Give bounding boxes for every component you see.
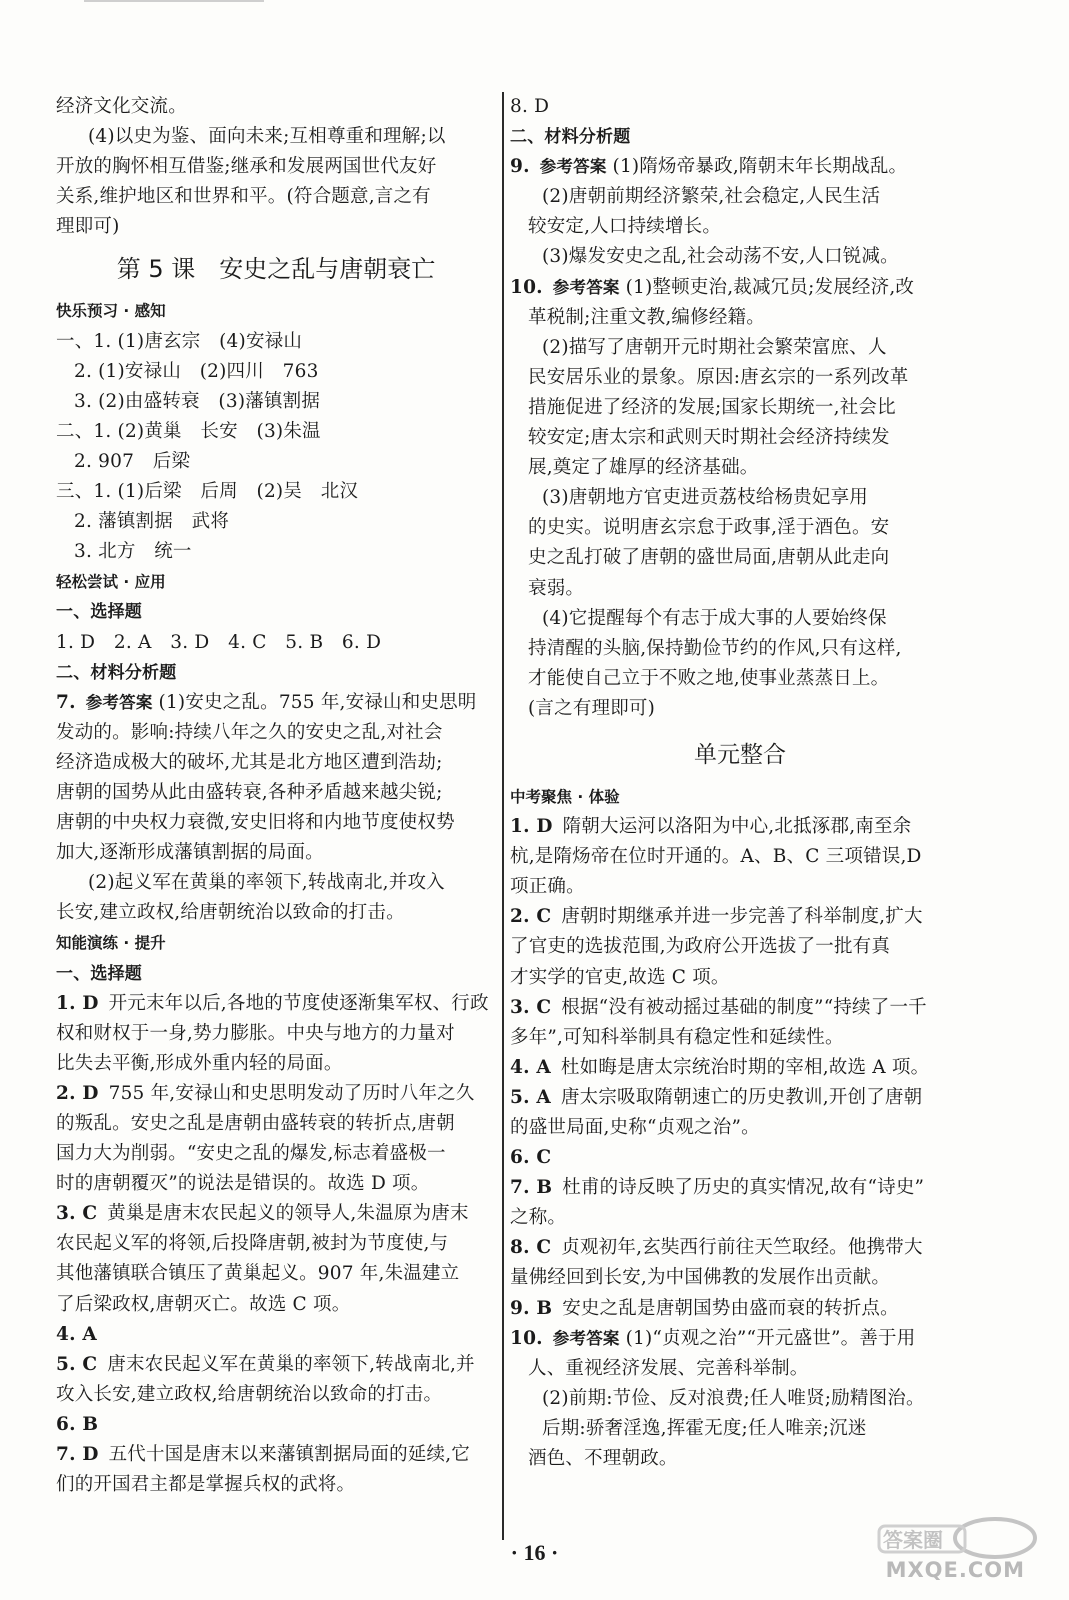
watermark-site-text: MXQE.COM: [885, 1558, 1025, 1582]
line-text: 隋朝大运河以洛阳为中心,北抵涿郡,南至余: [562, 816, 912, 838]
line-text: 民安居乐业的景象。原因:唐玄宗的一系列改革: [528, 366, 909, 388]
text-line: [56, 898, 496, 928]
line-text: 比失去平衡,形成外重内轻的局面。: [56, 1052, 343, 1074]
line-text: 开放的胸怀相互借鉴;继承和发展两国世代友好: [56, 156, 437, 178]
reference-answer-label: 参考答案: [552, 277, 620, 297]
line-text: 了后梁政权,唐朝灭亡。故选 C 项。: [56, 1293, 351, 1315]
line-text: 的史实。说明唐玄宗怠于政事,淫于酒色。安: [528, 517, 890, 539]
item-number: 5. C: [56, 1353, 98, 1375]
answer-item: [56, 688, 496, 718]
line-text: 的盛世局面,史称“贞观之治”。: [510, 1117, 760, 1138]
text-line: [510, 242, 970, 272]
item-number: 2. C: [510, 906, 552, 928]
text-line: [510, 453, 970, 483]
text-line: [56, 212, 496, 242]
answer-item: [510, 1233, 970, 1263]
line-text: 五代十国是唐末以来藩镇割据局面的延续,它: [108, 1444, 470, 1466]
line-text: 黄巢是唐末农民起义的领导人,朱温原为唐末: [107, 1203, 469, 1225]
line-text: 们的开国君主都是掌握兵权的武将。: [56, 1474, 356, 1496]
line-text: (言之有理即可): [528, 697, 656, 719]
text-line: [56, 1169, 496, 1199]
item-number: 9. B: [510, 1297, 553, 1319]
line-text: 1. D 2. A 3. D 4. C 5. B 6. D: [56, 631, 382, 653]
line-text: 贞观初年,玄奘西行前往天竺取经。他携带大: [561, 1237, 923, 1259]
answer-item: [510, 1083, 970, 1113]
text-line: [56, 387, 496, 417]
text-line: [510, 872, 970, 902]
text-line: [510, 932, 970, 962]
line-text: 唐朝时期继承并进一步完善了科举制度,扩大: [561, 906, 923, 928]
item-number: 6. B: [56, 1413, 99, 1435]
line-text: 一、选择题: [56, 602, 142, 623]
line-text: 的叛乱。安史之乱是唐朝由盛转衰的转折点,唐朝: [56, 1113, 455, 1134]
line-text: (2)前期:节俭、反对浪费;任人唯贤;励精图治。: [542, 1387, 925, 1409]
text-line: [510, 92, 970, 122]
text-line: [56, 477, 496, 507]
text-line: [56, 778, 496, 808]
text-line: [56, 447, 496, 477]
line-text: 根据“没有被动摇过基础的制度”“持续了一千: [561, 996, 927, 1018]
question-type-heading: [56, 959, 496, 989]
line-text: 中考聚焦 · 体验: [510, 787, 620, 806]
line-text: (2)描写了唐朝开元时期社会繁荣富庶、人: [542, 336, 887, 358]
text-line: [510, 483, 970, 513]
line-text: 杜甫的诗反映了历史的真实情况,故有“诗史”: [562, 1177, 925, 1199]
line-text: 多年”,可知科举制具有稳定性和延续性。: [510, 1026, 844, 1048]
reference-answer-label: 参考答案: [85, 692, 153, 712]
line-text: 措施促进了经济的发展;国家长期统一,社会比: [528, 396, 896, 418]
line-text: 一、1. (1)唐玄宗 (4)安禄山: [56, 330, 303, 352]
text-line: [510, 423, 970, 453]
line-text: 3. 北方 统一: [74, 541, 192, 563]
text-line: [56, 1229, 496, 1259]
line-text: 杜如晦是唐太宗统治时期的宰相,故选 A 项。: [560, 1056, 930, 1078]
line-text: 2. 907 后梁: [74, 450, 191, 472]
section-heading: [56, 928, 496, 958]
answer-item: [56, 1410, 496, 1440]
item-number: 7. B: [510, 1177, 553, 1199]
text-line: [510, 363, 970, 393]
answer-item: [510, 1294, 970, 1324]
section-heading: [56, 567, 496, 597]
right-column: [510, 92, 970, 1474]
text-line: [510, 664, 970, 694]
line-text: 快乐预习 · 感知: [56, 302, 166, 321]
line-text: (3)唐朝地方官吏进贡荔枝给杨贵妃享用: [542, 487, 869, 509]
answer-item: [510, 1173, 970, 1203]
line-text: (3)爆发安史之乱,社会动荡不安,人口锐减。: [542, 246, 899, 268]
answer-item: [510, 1053, 970, 1083]
text-line: [510, 1203, 970, 1233]
text-line: [56, 1019, 496, 1049]
section-title: 第 5 课 安史之乱与唐朝衰亡: [116, 255, 436, 284]
line-text: 三、1. (1)后梁 后周 (2)吴 北汉: [56, 481, 359, 503]
line-text: 攻入长安,建立政权,给唐朝统治以致命的打击。: [56, 1383, 443, 1405]
answer-item: [510, 902, 970, 932]
line-text: 经济造成极大的破坏,尤其是北方地区遭到浩劫;: [56, 751, 443, 773]
text-line: [56, 1139, 496, 1169]
text-line: [510, 1113, 970, 1143]
line-text: 知能演练 · 提升: [56, 934, 166, 953]
text-line: [56, 628, 496, 658]
line-text: 国力大为削弱。“安史之乱的爆发,标志着盛极一: [56, 1143, 446, 1165]
line-text: 才实学的官吏,故选 C 项。: [510, 966, 730, 988]
item-number: 7.: [56, 691, 76, 713]
line-text: (1)隋炀帝暴政,隋朝末年长期战乱。: [612, 156, 908, 178]
line-text: 3. (2)由盛转衰 (3)藩镇割据: [74, 390, 321, 412]
line-text: 8. D: [510, 96, 550, 117]
text-line: [510, 333, 970, 363]
line-text: 唐末农民起义军在黄巢的率领下,转战南北,并: [107, 1353, 475, 1375]
line-text: (2)起义军在黄巢的率领下,转战南北,并攻入: [88, 872, 445, 894]
line-text: 轻松尝试 · 应用: [56, 573, 166, 592]
text-line: [56, 122, 496, 152]
question-type-heading: [56, 658, 496, 688]
line-text: 史之乱打破了唐朝的盛世局面,唐朝从此走向: [528, 547, 890, 569]
text-line: [56, 868, 496, 898]
line-text: 较安定;唐太宗和武则天时期社会经济持续发: [528, 427, 890, 449]
item-number: 1. D: [56, 992, 99, 1014]
text-line: [56, 1049, 496, 1079]
answer-item: [510, 152, 970, 182]
reference-answer-label: 参考答案: [539, 157, 607, 177]
section-title: 单元整合: [694, 741, 786, 768]
line-text: 755 年,安禄山和史思明发动了历时八年之久: [108, 1082, 475, 1104]
line-text: 一、选择题: [56, 963, 142, 984]
line-text: 项正确。: [510, 876, 585, 898]
text-line: [510, 842, 970, 872]
line-text: 持清醒的头脑,保持勤俭节约的作风,只有这样,: [528, 637, 902, 659]
item-number: 1. D: [510, 816, 553, 838]
watermark-logo-text: 答案圈: [883, 1528, 943, 1552]
line-text: 展,奠定了雄厚的经济基础。: [528, 457, 759, 479]
line-text: 杭,是隋炀帝在位时开通的。A、B、C 三项错误,D: [510, 846, 922, 868]
text-line: [510, 1414, 970, 1444]
text-line: [56, 808, 496, 838]
text-line: [510, 1384, 970, 1414]
text-line: [510, 543, 970, 573]
text-line: [56, 417, 496, 447]
answer-item: [510, 993, 970, 1023]
text-line: [56, 718, 496, 748]
line-text: 权和财权于一身,势力膨胀。中央与地方的力量对: [56, 1022, 455, 1044]
line-text: 农民起义军的将领,后投降唐朝,被封为节度使,与: [56, 1233, 449, 1255]
text-line: [56, 357, 496, 387]
text-line: [510, 1354, 970, 1384]
line-text: 才能使自己立于不败之地,使事业蒸蒸日上。: [528, 667, 890, 689]
answer-item: [510, 1324, 970, 1354]
text-line: [510, 574, 970, 604]
question-type-heading: [56, 597, 496, 627]
text-line: [56, 537, 496, 567]
text-line: [56, 748, 496, 778]
line-text: 人、重视经济发展、完善科举制。: [528, 1357, 809, 1379]
text-line: [56, 838, 496, 868]
column-divider: [502, 92, 504, 1540]
line-text: 发动的。影响:持续八年之久的安史之乱,对社会: [56, 721, 443, 743]
line-text: 理即可): [56, 216, 120, 238]
line-text: (1)安史之乱。755 年,安禄山和史思明: [158, 691, 477, 713]
line-text: 加大,逐渐形成藩镇割据的局面。: [56, 842, 324, 864]
item-number: 7. D: [56, 1444, 99, 1466]
item-number: 3. C: [56, 1203, 98, 1225]
answer-item: [510, 273, 970, 303]
text-line: [56, 1380, 496, 1410]
line-text: 关系,维护地区和世界和平。(符合题意,言之有: [56, 186, 431, 208]
line-text: 唐太宗吸取隋朝速亡的历史教训,开创了唐朝: [560, 1086, 923, 1108]
line-text: 量佛经回到长安,为中国佛教的发展作出贡献。: [510, 1267, 891, 1289]
answer-item: [56, 1079, 496, 1109]
line-text: 二、1. (2)黄巢 长安 (3)朱温: [56, 420, 321, 442]
text-line: [56, 92, 496, 122]
section-heading: [510, 782, 970, 812]
text-line: [56, 327, 496, 357]
item-number: 5. A: [510, 1086, 551, 1108]
line-text: (2)唐朝前期经济繁荣,社会稳定,人民生活: [542, 186, 881, 208]
text-line: [56, 1259, 496, 1289]
text-line: [510, 634, 970, 664]
answer-item: [56, 989, 496, 1019]
item-number: 3. C: [510, 996, 552, 1018]
left-column: [56, 92, 496, 1500]
line-text: 二、材料分析题: [56, 662, 177, 683]
line-text: 其他藩镇联合镇压了黄巢起义。907 年,朱温建立: [56, 1263, 460, 1285]
item-number: 10.: [510, 1327, 543, 1349]
item-number: 8. C: [510, 1237, 552, 1259]
answer-item: [510, 812, 970, 842]
text-line: [56, 152, 496, 182]
text-line: [56, 1290, 496, 1320]
item-number: 9.: [510, 156, 530, 178]
question-type-heading: [510, 122, 970, 152]
text-line: [56, 507, 496, 537]
text-line: [510, 604, 970, 634]
answer-item: [56, 1440, 496, 1470]
line-text: 衰弱。: [528, 577, 585, 599]
line-text: (4)以史为鉴、面向未来;互相尊重和理解;以: [88, 126, 446, 148]
line-text: 革税制;注重文教,编修经籍。: [528, 306, 765, 328]
line-text: 较安定,人口持续增长。: [528, 216, 722, 238]
text-line: [56, 182, 496, 212]
line-text: 后期:骄奢淫逸,挥霍无度;任人唯亲;沉迷: [542, 1417, 867, 1439]
line-text: 唐朝的中央权力衰微,安史旧将和内地节度使权势: [56, 812, 455, 834]
text-line: [510, 1263, 970, 1293]
item-number: 6. C: [510, 1147, 552, 1169]
line-text: (1)“贞观之治”“开元盛世”。善于用: [625, 1327, 916, 1349]
line-text: 酒色、不理朝政。: [528, 1448, 678, 1470]
line-text: 二、材料分析题: [510, 127, 631, 148]
reference-answer-label: 参考答案: [552, 1328, 620, 1348]
cropped-top-text-remnant: [84, 0, 264, 8]
line-text: 2. (1)安禄山 (2)四川 763: [74, 360, 319, 382]
text-line: [510, 513, 970, 543]
section-heading: [56, 296, 496, 326]
answer-item: [56, 1320, 496, 1350]
line-text: 安史之乱是唐朝国势由盛而衰的转折点。: [562, 1297, 899, 1319]
text-line: [56, 1109, 496, 1139]
line-text: 2. 藩镇割据 武将: [74, 511, 230, 533]
line-text: (1)整顿吏治,裁减冗员;发展经济,改: [625, 276, 915, 298]
item-number: 2. D: [56, 1082, 99, 1104]
answer-item: [510, 1143, 970, 1173]
text-line: [510, 182, 970, 212]
text-line: [510, 212, 970, 242]
text-line: [510, 963, 970, 993]
line-text: 了官吏的选拔范围,为政府公开选拔了一批有真: [510, 936, 891, 958]
answer-item: [56, 1350, 496, 1380]
line-text: 经济文化交流。: [56, 96, 187, 117]
line-text: 时的唐朝覆灭”的说法是错误的。故选 D 项。: [56, 1173, 430, 1195]
line-text: 之称。: [510, 1207, 567, 1229]
watermark-logo-icon: [873, 1514, 1043, 1560]
text-line: [510, 1444, 970, 1474]
text-line: [510, 393, 970, 423]
item-number: 4. A: [56, 1323, 97, 1345]
answer-item: [56, 1199, 496, 1229]
line-text: (4)它提醒每个有志于成大事的人要始终保: [542, 607, 887, 629]
line-text: 唐朝的国势从此由盛转衰,各种矛盾越来越尖锐;: [56, 781, 443, 803]
line-text: 开元末年以后,各地的节度使逐渐集军权、行政: [108, 992, 489, 1014]
item-number: 10.: [510, 276, 543, 298]
item-number: 4. A: [510, 1056, 551, 1078]
text-line: [510, 303, 970, 333]
text-line: [510, 1023, 970, 1053]
text-line: [510, 694, 970, 724]
line-text: 长安,建立政权,给唐朝统治以致命的打击。: [56, 902, 405, 924]
site-watermark: [873, 1514, 1043, 1584]
text-line: [56, 1470, 496, 1500]
page-number: · 16 ·: [510, 1540, 559, 1565]
